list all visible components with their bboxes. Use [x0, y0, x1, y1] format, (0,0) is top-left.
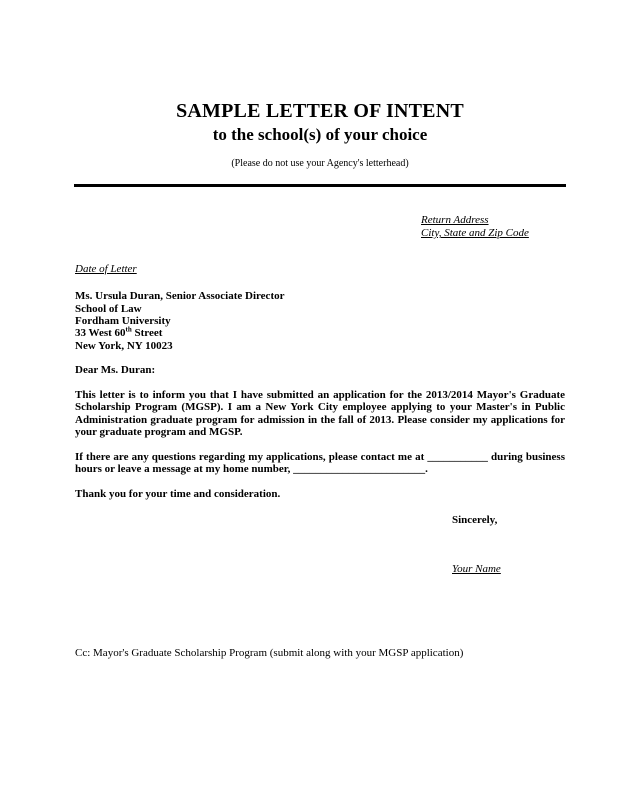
return-address-line-1: Return Address: [421, 214, 489, 226]
closing: Sincerely,: [452, 514, 498, 526]
body-paragraph-1: This letter is to inform you that I have submitted an application for the 2013/2014 Mayor's Graduate Scholarship Program (MGSP). I am a New York City employee applying to your Master's in Public Administration graduate program for admission in the fall of 2013. Please consider my applications for your graduate program and MGSP.: [75, 389, 565, 439]
recipient-city-state-zip: New York, NY 10023: [75, 340, 173, 352]
body-paragraph-2: If there are any questions regarding my applications, please contact me at ___________ during business hours or leave a message at my home number, ________________________.: [75, 451, 565, 476]
body-paragraph-3: Thank you for your time and consideration.: [75, 488, 281, 500]
recipient-school: School of Law: [75, 303, 142, 315]
return-address-line-2: City, State and Zip Code: [421, 227, 529, 239]
recipient-street: [75, 327, 162, 339]
signature-placeholder: Your Name: [452, 563, 501, 575]
letter-subtitle: to the school(s) of your choice: [212, 125, 428, 144]
letterhead-note: (Please do not use your Agency's letterhead): [231, 158, 409, 169]
street-name: Street: [131, 327, 163, 339]
recipient-university: Fordham University: [75, 315, 171, 327]
letter-title: SAMPLE LETTER OF INTENT: [176, 100, 464, 122]
date-placeholder: Date of Letter: [75, 263, 137, 275]
street-number: 33 West 60: [75, 327, 126, 339]
header-divider: [74, 184, 566, 187]
cc-line: Cc: Mayor's Graduate Scholarship Program (submit along with your MGSP application): [75, 647, 464, 659]
salutation: Dear Ms. Duran:: [75, 364, 156, 376]
street-suffix: th: [125, 325, 132, 334]
recipient-name: Ms. Ursula Duran, Senior Associate Director: [75, 290, 285, 302]
